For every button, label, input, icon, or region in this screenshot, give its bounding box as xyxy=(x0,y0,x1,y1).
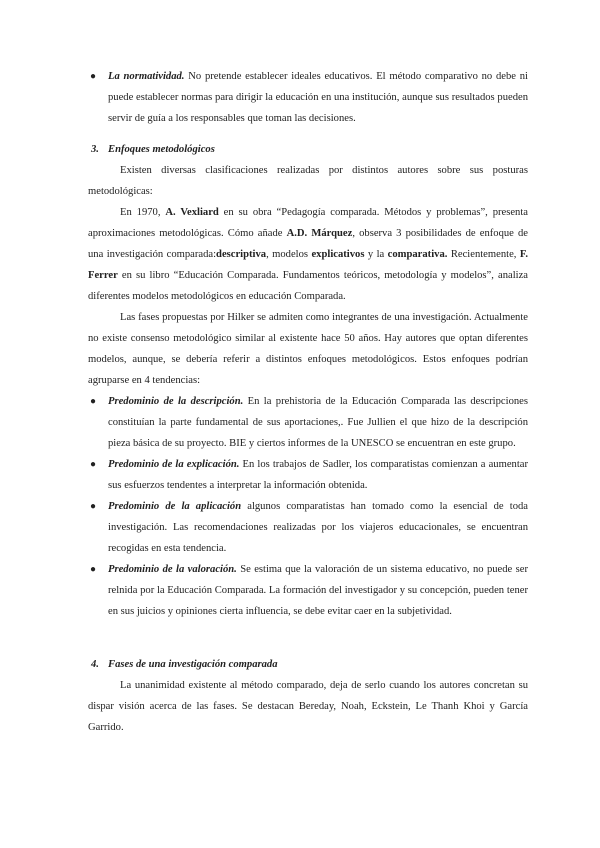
list-item: ● Predominio de la valoración. Se estima que la valoración de un sistema educativo, no puede ser relnida por la Educación Comparada. La formación del investigador y su concepción, pueden tener en sus juicios y opiniones cierta influencia, se debe evitar caer en la subjetividad. xyxy=(88,559,528,622)
list-item: ● Predominio de la aplicación algunos comparatistas han tomado como la esencial de toda investigación. Las recomendaciones realizadas por los viajeros educacionales, se encuentran recogidas en esta tendencia. xyxy=(88,496,528,559)
section-3 xyxy=(88,139,528,622)
bullet-normatividad xyxy=(88,66,528,129)
section-number: 4. xyxy=(91,659,99,670)
paragraph: En 1970, A. Vexliard en su obra “Pedagogía comparada. Métodos y problemas”, presenta aproximaciones metodológicas. Cómo añade A.D. Márquez, observa 3 posibilidades de enfoque de una investigación comparada:descriptiva, modelos explicativos y la comparativa. Recientemente, F. Ferrer en su libro “Educación Comparada. Fundamentos teóricos, metodología y modelos”, analiza diferentes modelos metodológicos en educación Comparada. xyxy=(88,207,528,302)
bullet-icon: ● xyxy=(90,501,97,512)
item-text: No pretende establecer ideales educativos. El método comparativo no debe ni puede establecer normas para dirigir la educación en una institución, aunque sus resultados pueden servir de guía a los responsables que toman las decisiones. xyxy=(108,71,528,124)
section-heading xyxy=(88,139,528,160)
section-number: 3. xyxy=(91,144,99,155)
section-4 xyxy=(88,654,528,738)
bullet-icon: ● xyxy=(90,396,97,407)
paragraph: Las fases propuestas por Hilker se admiten como integrantes de una investigación. Actualmente no existe consenso metodológico similar al existente hace 50 años. Hay autores que optan diferentes modelos, aunque, se debería referir a distintos enfoques metodológicos. Estos enfoques podrían agruparse en 4 tendencias: xyxy=(88,312,528,386)
section-title: Enfoques metodológicos xyxy=(108,144,215,155)
paragraph: Existen diversas clasificaciones realizadas por distintos autores sobre sus posturas metodológicas: xyxy=(88,165,528,197)
list-item: ● Predominio de la descripción. En la prehistoria de la Educación Comparada las descripciones constituían la parte fundamental de sus aportaciones,. Fue Jullien el que hizo de la descripción pieza básica de su proyecto. BIE y ciertos informes de la UNESCO se encuentran en este grupo. xyxy=(88,391,528,454)
bullet-icon: ● xyxy=(90,459,97,470)
list-item xyxy=(88,66,528,129)
section-heading xyxy=(88,654,528,675)
paragraph: La unanimidad existente al método comparado, deja de serlo cuando los autores concretan su dispar visión acerca de las fases. Se destacan Bereday, Noah, Eckstein, Le Thanh Khoi y García Garrido. xyxy=(88,680,528,733)
bullet-icon: ● xyxy=(90,564,97,575)
section-title: Fases de una investigación comparada xyxy=(108,659,278,670)
tendencias-list xyxy=(88,391,528,622)
bullet-icon: ● xyxy=(90,71,97,82)
list-item: ● Predominio de la explicación. En los trabajos de Sadler, los comparatistas comienzan a aumentar sus esfuerzos tendentes a interpretar la información obtenida. xyxy=(88,454,528,496)
item-title: La normatividad. xyxy=(108,71,185,82)
